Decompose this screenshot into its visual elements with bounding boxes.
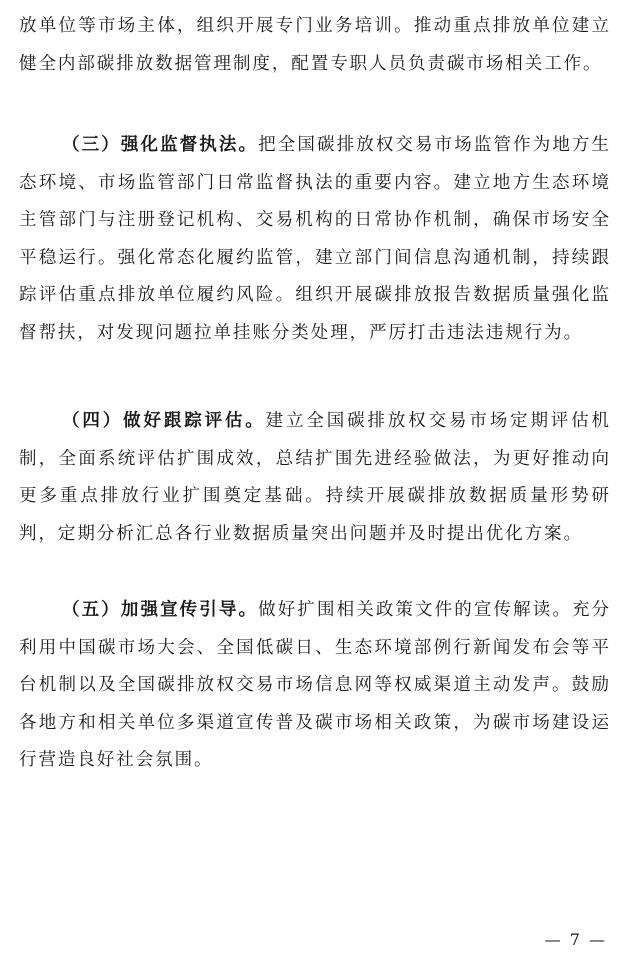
- paragraph-text: 建立全国碳排放权交易市场定期评估机制，全面系统评估扩围成效，总结扩围先进经验做法，为更好推动向更多重点排放行业扩围奠定基础。持续开展碳排放数据质量形势研判，定期分析汇总各行业数据质量突出问题并及时提出优化方案。: [19, 411, 611, 544]
- paragraph-evaluation: [19, 403, 611, 553]
- paragraph-text: 放单位等市场主体，组织开展专门业务培训。推动重点排放单位建立健全内部碳排放数据管理制度，配置专职人员负责碳市场相关工作。: [19, 16, 611, 74]
- paragraph-text: 做好扩围相关政策文件的宣传解读。充分利用中国碳市场大会、全国低碳日、生态环境部例行新闻发布会等平台机制以及全国碳排放权交易市场信息网等权威渠道主动发声。鼓励各地方和相关单位多渠道宣传普及碳市场相关政策，为碳市场建设运行营造良好社会氛围。: [19, 600, 612, 771]
- paragraph-heading: （三）强化监督执法。: [62, 135, 259, 155]
- paragraph-supervision: [19, 127, 611, 353]
- paragraph-heading: （四）做好跟踪评估。: [62, 411, 266, 431]
- paragraph-publicity: [19, 592, 611, 780]
- paragraph-continuation: [19, 8, 611, 83]
- paragraph-text: 把全国碳排放权交易市场监管作为地方生态环境、市场监管部门日常监督执法的重要内容。建立地方生态环境主管部门与注册登记机构、交易机构的日常协作机制，确保市场安全平稳运行。强化常态化履约监管，建立部门间信息沟通机制，持续跟踪评估重点排放单位履约风险。组织开展碳排放报告数据质量强化监督帮扶，对发现问题拉单挂账分类处理，严厉打击违法违规行为。: [19, 135, 612, 343]
- paragraph-heading: （五）加强宣传引导。: [62, 600, 259, 620]
- page-number: — 7 —: [544, 930, 607, 949]
